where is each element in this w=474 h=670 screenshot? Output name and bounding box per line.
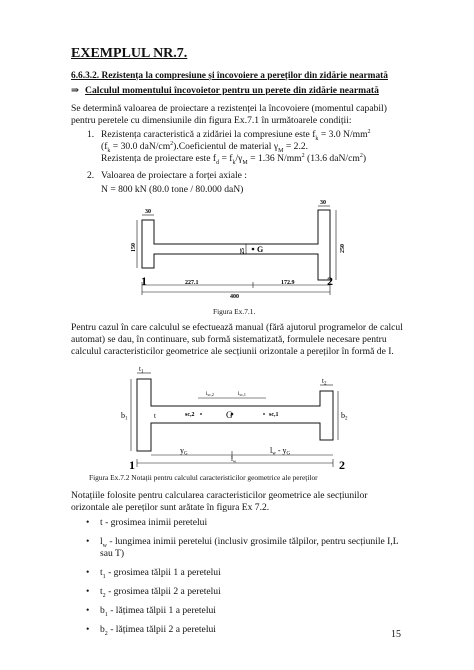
bullet-icon: • (86, 586, 90, 597)
sc2-label: sc,2 (185, 412, 195, 418)
page-number: 15 (391, 629, 401, 640)
figure-1-caption: Figura Ex.7.1. (213, 307, 256, 316)
subsection-text: Calculul momentului încovoietor pentru un perete din zidărie nearmată (85, 85, 379, 96)
bullet-icon: • (86, 567, 90, 578)
centroid-marker (252, 248, 255, 251)
paragraph-notations: Notațiile folosite pentru calcularea caracteristicilor geometrice ale secțiunilor orizontale ale pereților sunt arătate în figura Ex 7.2. (71, 490, 368, 513)
arrow-icon: ⇒ (71, 85, 80, 96)
subsection-heading (71, 85, 379, 96)
dim-top-right: 30 (320, 200, 326, 206)
figure-ex-7-2 (118, 363, 354, 471)
lsc1-label: lsc,1 (238, 391, 246, 397)
node-2-fig2: 2 (339, 458, 345, 471)
t1-label: $t_1$ (139, 365, 144, 375)
lsc2-label: lsc,2 (206, 391, 214, 397)
list-item: • $t_1$ - grosimea tălpii 1 a peretelui (86, 567, 221, 580)
lw-minus-yg-label: lw - yG (270, 446, 291, 457)
dimension-lines-2 (131, 373, 338, 467)
node-2: 2 (327, 274, 333, 288)
list-item: • $b_1$ - lățimea tălpii 1 a peretelui (86, 605, 216, 618)
dim-total: 400 (230, 294, 239, 300)
bullet-icon: • (86, 624, 90, 635)
bullet-icon: • (86, 605, 90, 616)
example-title: EXEMPLUL NR.7. (71, 46, 188, 61)
dim-x1: 227.1 (185, 280, 199, 286)
b2-label: b2 (341, 411, 348, 422)
dim-right: 250 (340, 244, 346, 253)
b1-label: b1 (121, 411, 128, 422)
intro-paragraph: Se determină valoarea de proiectare a rezistenței la încovoiere (momentul capabil) pentru peretele cu dimensiunile din figura Ex.7.1 în următoarele condiții: (71, 103, 387, 126)
item-2-number: 2. (87, 170, 95, 181)
list-item: • t - grosimea inimii peretelui (86, 517, 208, 528)
section-heading: 6.6.3.2. Rezistența la compresiune și încovoiere a pereților din zidărie nearmată (71, 71, 388, 81)
sc2-marker (200, 413, 202, 415)
item-1-line-1: Rezistența caracteristică a zidăriei la compresiune este $f_k = 3.0$ $N/mm^2$ (101, 128, 371, 142)
bullet-icon: • (86, 517, 90, 528)
dim-web: 25 (240, 248, 246, 254)
list-item: • $l_w$ - lungimea inimii peretelui (inclusiv grosimile tălpilor, pentru secțiunile I,L sau T) (86, 536, 399, 559)
web-thickness-label: t (154, 412, 156, 420)
y0-label: yG (180, 446, 188, 457)
paragraph-manual-calc: Pentru cazul în care calculul se efectuează manual (fără ajutorul programelor de calcul automat) se dau, în continuare, sub formă sistematizată, formulele necesare pentru calculul caracteristicilor geometrice ale secțiunii orizontale a pereților în formă de I. (71, 322, 403, 357)
item-1-number: 1. (87, 129, 95, 140)
item-1-line-2: ($f_k = 30.0$ daN/$cm^2).Coeficientul$ de material $\gamma_M = 2.2$. (101, 140, 309, 154)
centroid-label: G (257, 245, 264, 254)
node-1-fig2: 1 (129, 458, 135, 471)
figure-2-caption: Figura Ex.7.2 Notații pentru calculul caracteristicilor geometrice ale pereților (89, 473, 318, 482)
dim-left: 150 (131, 243, 137, 252)
bullet-icon: • (86, 536, 90, 547)
item-1-line-3: Rezistența de proiectare este $f_d = f_k/\gamma_M = 1.36$ $N/mm^2$ (13.6 daN/$cm^2$) (101, 152, 367, 166)
dim-top-left: 30 (145, 209, 151, 215)
i-section-outline (142, 210, 330, 280)
sc1-marker (263, 413, 265, 415)
lw-label: $l_w$ (231, 455, 237, 464)
item-2: Valoarea de proiectare a forței axiale : (101, 170, 247, 181)
i-section-outline-2 (137, 379, 333, 451)
item-1 (101, 129, 401, 165)
list-item: • $b_2$ - lățimea tălpii 2 a peretelui (86, 624, 216, 637)
notation-list (86, 517, 406, 643)
t2-label: $t_2$ (322, 377, 327, 387)
figure-ex-7-1 (125, 198, 365, 304)
dim-x2: 172.9 (281, 280, 295, 286)
dimension-lines (137, 206, 336, 295)
list-item: • $t_2$ - grosimea tălpii 2 a peretelui (86, 586, 221, 599)
centroid-label-2: G (226, 410, 233, 420)
node-1: 1 (141, 274, 147, 288)
axial-force: N = 800 kN (80.0 tone / 80.000 daN) (101, 184, 244, 195)
sc1-label: sc,1 (269, 412, 279, 418)
